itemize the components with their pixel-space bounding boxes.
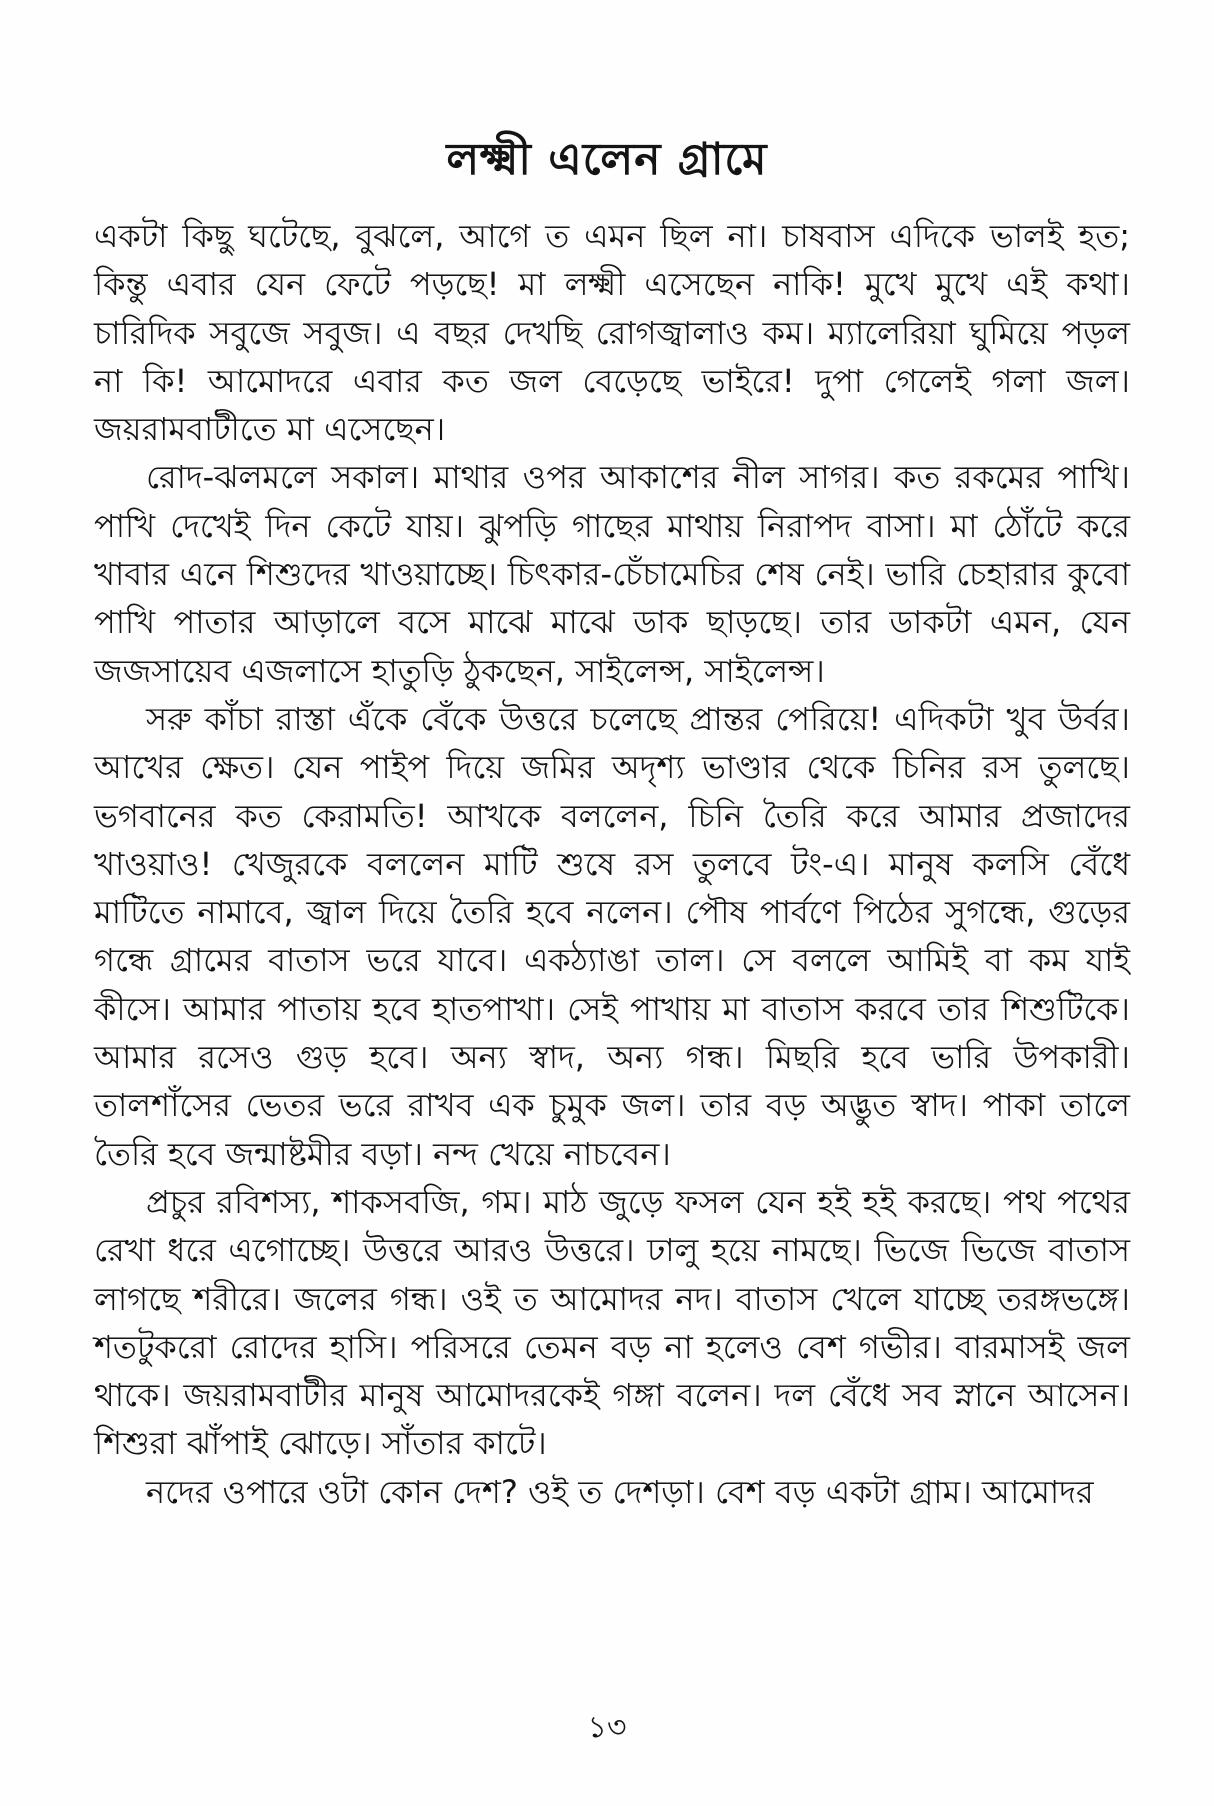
paragraph-4: প্রচুর রবিশস্য, শাকসবজি, গম। মাঠ জুড়ে ফসল যেন হই হই করছে। পথ পথের রেখা ধরে এগোচ্ছে। উত্তরে আরও উত্তরে। ঢালু হয়ে নামছে। ভিজে ভিজে বাতাস লাগছে শরীরে। জলের গন্ধ। ওই ত আমোদর নদ। বাতাস খেলে যাচ্ছে তরঙ্গভঙ্গে। শতটুকরো রোদের হাসি। পরিসরে তেমন বড় না হলেও বেশ গভীর। বারমাসই জল থাকে। জয়রামবাটীর মানুষ আমোদরকেই গঙ্গা বলেন। দল বেঁধে সব স্নানে আসেন। শিশুরা ঝাঁপাই ঝোড়ে। সাঁতার কাটে। <box>94 1182 1130 1463</box>
paragraph-1: একটা কিছু ঘটেছে, বুঝলে, আগে ত এমন ছিল না। চাষবাস এদিকে ভালই হত; কিন্তু এবার যেন ফেটে পড়ছে! মা লক্ষ্মী এসেছেন নাকি! মুখে মুখে এই কথা। চারিদিক সবুজে সবুজ। এ বছর দেখছি রোগজ্বালাও কম। ম্যালেরিয়া ঘুমিয়ে পড়ল না কি! আমোদরে এবার কত জল বেড়েছে ভাইরে! দুপা গেলেই গলা জল। জয়রামবাটীতে মা এসেছেন। <box>94 217 1130 449</box>
body-text <box>94 212 1130 1516</box>
paragraph-2: রোদ-ঝলমলে সকাল। মাথার ওপর আকাশের নীল সাগর। কত রকমের পাখি। পাখি দেখেই দিন কেটে যায়। ঝুপড়ি গাছের মাথায় নিরাপদ বাসা। মা ঠোঁটে করে খাবার এনে শিশুদের খাওয়াচ্ছে। চিৎকার-চেঁচামেচির শেষ নেই। ভারি চেহারার কুবো পাখি পাতার আড়ালে বসে মাঝে মাঝে ডাক ছাড়ছে। তার ডাকটা এমন, যেন জজসায়েব এজলাসে হাতুড়ি ঠুকছেন, সাইলেন্স, সাইলেন্স। <box>94 458 1130 690</box>
paragraph-3: সরু কাঁচা রাস্তা এঁকে বেঁকে উত্তরে চলেছে প্রান্তর পেরিয়ে! এদিকটা খুব উর্বর। আখের ক্ষেত। যেন পাইপ দিয়ে জমির অদৃশ্য ভাণ্ডার থেকে চিনির রস তুলছে। ভগবানের কত কেরামতি! আখকে বললেন, চিনি তৈরি করে আমার প্রজাদের খাওয়াও! খেজুরকে বললেন মাটি শুষে রস তুলবে টং-এ। মানুষ কলসি বেঁধে মাটিতে নামাবে, জ্বাল দিয়ে তৈরি হবে নলেন। পৌষ পার্বণে পিঠের সুগন্ধে, গুড়ের গন্ধে গ্রামের বাতাস ভরে যাবে। একঠ্যাঙা তাল। সে বললে আমিই বা কম যাই কীসে। আমার পাতায় হবে হাতপাখা। সেই পাখায় মা বাতাস করবে তার শিশুটিকে। আমার রসেও গুড় হবে। অন্য স্বাদ, অন্য গন্ধ। মিছরি হবে ভারি উপকারী। তালশাঁসের ভেতর ভরে রাখব এক চুমুক জল। তার বড় অদ্ভুত স্বাদ। পাকা তালে তৈরি হবে জন্মাষ্টমীর বড়া। নন্দ খেয়ে নাচবেন। <box>94 699 1130 1173</box>
paragraph-5: নদের ওপারে ওটা কোন দেশ? ওই ত দেশড়া। বেশ বড় একটা গ্রাম। আমোদর <box>146 1472 1094 1511</box>
page-number: ১৩ <box>587 1710 627 1745</box>
chapter-title: লক্ষ্মী এলেন গ্রামে <box>446 134 768 185</box>
